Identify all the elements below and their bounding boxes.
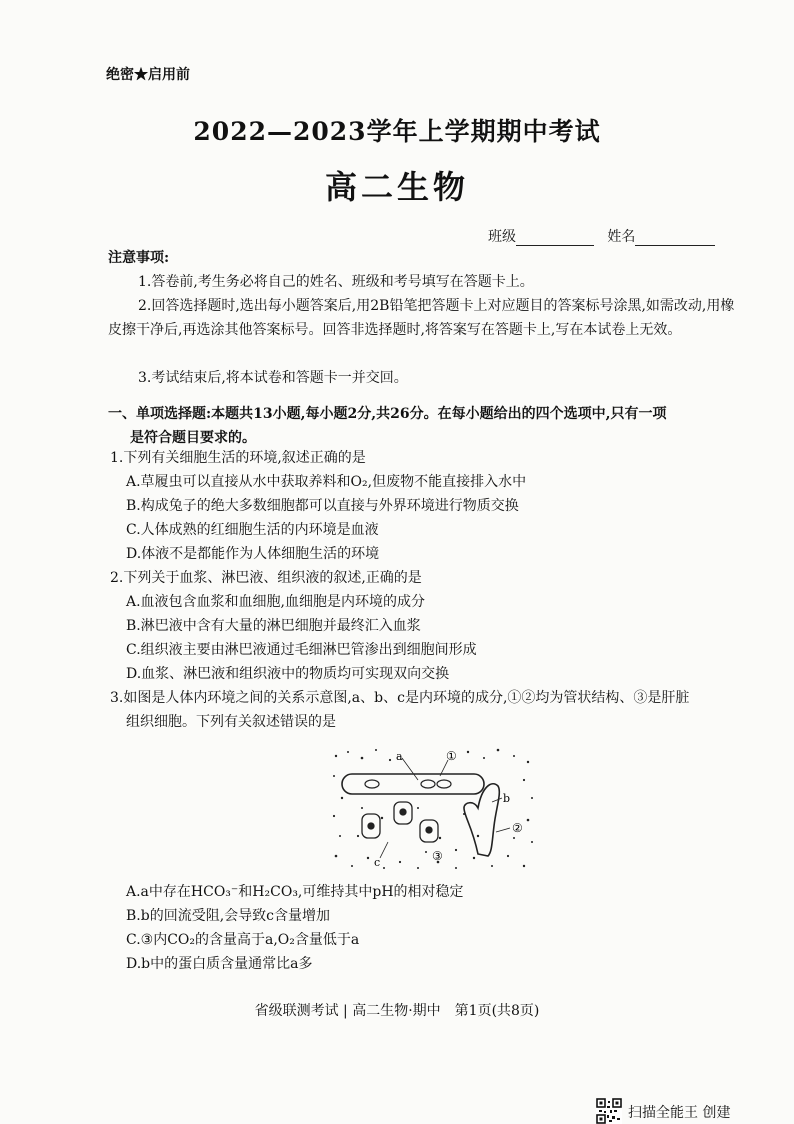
label-one: ① [446,749,457,763]
note-item: 1.答卷前,考生务必将自己的姓名、班级和考号填写在答题卡上。 [138,274,534,290]
name-blank [635,231,715,246]
scanner-watermark: 扫描全能王 创建 [628,1105,731,1121]
class-blank [516,231,594,246]
question-stem-cont: 组织细胞。下列有关叙述错误的是 [126,714,336,730]
tissue-cells [362,802,438,842]
question-2 [110,566,750,686]
page-footer: 省级联测考试 | 高二生物·期中 第1页(共8页) [254,1003,540,1019]
note-item: 2.回答选择题时,选出每小题答案后,用2B铅笔把答题卡上对应题目的答案标号涂黑,如需改动,用橡皮擦干净后,再选涂其他答案标号。回答非选择题时,将答案写在答题卡上,写在本试卷上无效。 [108,298,735,338]
option-b: B.构成兔子的绝大多数细胞都可以直接与外界环境进行物质交换 [126,498,519,514]
option-c: C.人体成熟的红细胞生活的内环境是血液 [126,522,379,538]
option-d: D.体液不是都能作为人体细胞生活的环境 [126,546,380,562]
label-three: ③ [432,849,443,863]
option-d: D.b中的蛋白质含量通常比a多 [126,956,313,972]
exam-title: 2022—2023学年上学期期中考试 [193,117,601,146]
option-a: A.a中存在HCO₃⁻和H₂CO₃,可维持其中pH的相对稳定 [126,884,464,900]
question-stem: 1.下列有关细胞生活的环境,叙述正确的是 [110,450,366,466]
option-d: D.血浆、淋巴液和组织液中的物质均可实现双向交换 [126,666,450,682]
confidential-mark: 绝密★启用前 [106,67,190,83]
option-b: B.b的回流受阻,会导致c含量增加 [126,908,330,924]
label-a: a [396,750,403,763]
notes-heading: 注意事项: [108,250,170,266]
capillary-tube [342,774,484,794]
question-stem: 3.如图是人体内环境之间的关系示意图,a、b、c是内环境的成分,①②均为管状结构、③是肝脏 [110,690,690,706]
subject-title: 高二生物 [324,168,469,206]
option-b: B.淋巴液中含有大量的淋巴细胞并最终汇入血浆 [126,618,421,634]
label-c: c [374,856,381,869]
label-b: b [503,792,511,805]
qr-code-icon [596,1098,622,1124]
option-a: A.草履虫可以直接从水中获取养料和O₂,但废物不能直接排入水中 [126,474,527,490]
note-item: 3.考试结束后,将本试卷和答题卡一并交回。 [138,370,408,386]
question-3-options [110,880,750,976]
name-label: 姓名 [607,229,636,245]
class-label: 班级 [488,229,516,245]
question-3 [110,686,750,734]
option-c: C.③内CO₂的含量高于a,O₂含量低于a [126,932,360,948]
question-stem: 2.下列关于血浆、淋巴液、组织液的叙述,正确的是 [110,570,422,586]
section-line: 一、单项选择题:本题共13小题,每小题2分,共26分。在每小题给出的四个选项中,只有一项 [108,406,667,422]
label-two: ② [512,821,523,835]
option-a: A.血液包含血浆和血细胞,血细胞是内环境的成分 [126,594,426,610]
class-name-line [488,226,715,246]
option-c: C.组织液主要由淋巴液通过毛细淋巴管渗出到细胞间形成 [126,642,477,658]
question-1 [110,446,750,566]
section-heading [108,402,748,450]
section-line: 是符合题目要求的。 [130,430,256,446]
internal-environment-diagram [328,746,538,874]
